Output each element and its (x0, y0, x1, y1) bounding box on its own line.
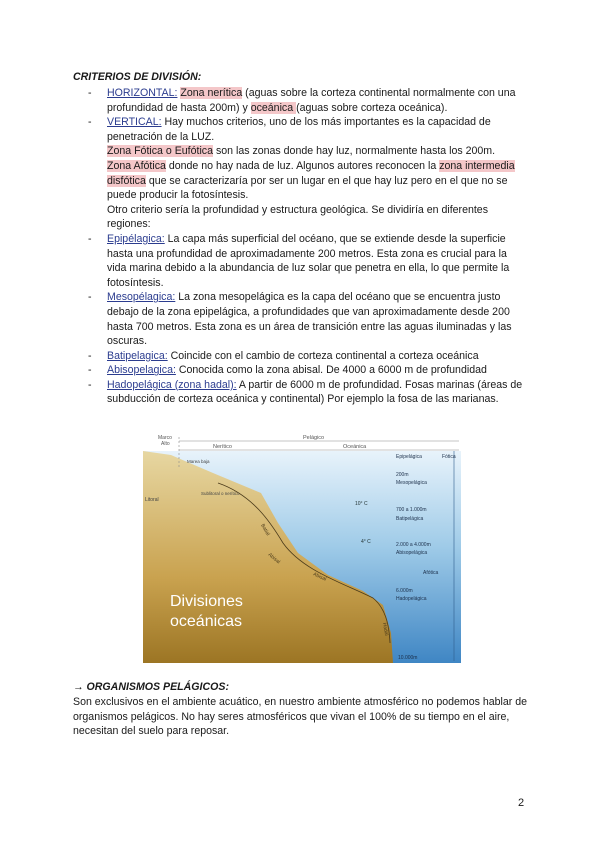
highlight-oceanica: oceánica (250, 101, 297, 114)
label-afotica: Afótica (423, 570, 439, 576)
list-item-abisopelagica (88, 363, 528, 378)
label-marco: Marco (158, 435, 172, 441)
figure-title-line2: oceánicas (170, 613, 243, 630)
label-batial: Batial (259, 523, 271, 537)
label-abisopelagica: Abisopelágica (396, 550, 428, 556)
batipelagica-link[interactable]: Batipelagica: (107, 349, 168, 362)
page-number: 2 (518, 797, 525, 809)
label-abisal: Abisal (266, 551, 282, 566)
highlight-zona-neritica: Zona nerítica (180, 87, 243, 99)
highlight-fotica: Zona Fótica o Eufótica (107, 145, 213, 158)
highlight-afotica: Zona Afótica (107, 159, 166, 172)
label-10c: 10° C (355, 501, 368, 507)
label-200m: 200m (396, 472, 409, 478)
list-item-epipelagica (88, 232, 528, 290)
label-mesopelagica: Mesopelágica (396, 480, 427, 486)
abisopelagica-text: Conocida como la zona abisal. De 4000 a 6000 m de profundidad (175, 364, 487, 377)
section-title: CRITERIOS DE DIVISIÓN: (73, 71, 202, 83)
hadopelagica-text: A partir de 6000 m de profundidad. Fosas marinas (áreas de subducción de corteza oceánica y continental) Por ejemplo la fosa de las marianas. (107, 378, 523, 406)
abisopelagica-link[interactable]: Abisopelagica: (107, 364, 176, 377)
ocean-divisions-figure (143, 433, 461, 663)
mesopelagica-text: La zona mesopelágica es la capa del océano que se encuentra justo debajo de la zona epipelágica, a profundidades que van aproximadamente desde 200 hasta 700 metros. Esta zona es un área de transición entre las aguas iluminadas y las oscuras. (107, 291, 512, 348)
label-litoral: Litoral (145, 497, 159, 503)
label-batipelagica: Batipelágica (396, 516, 424, 522)
label-abisal-2: Abisal (312, 571, 328, 583)
label-epipelagica: Epipelágica (396, 454, 422, 460)
label-6000m: 6.000m (396, 588, 413, 594)
organismos-title: → ORGANISMOS PELÁGICOS: (73, 681, 229, 693)
label-marea-baja: Marea baja (187, 459, 210, 464)
afotica-text: donde no hay nada de luz. Algunos autores reconocen la (165, 159, 440, 172)
epipelagica-link[interactable]: Epipélagica: (107, 232, 165, 245)
list-item-horizontal (88, 86, 528, 115)
disfotica-text: que se caracterizaría por ser un lugar en el que hay luz pero en el que no se puede producir la fotosíntesis. (107, 174, 508, 202)
label-700m: 700 a 1.000m (396, 507, 427, 513)
organismos-body: Son exclusivos en el ambiente acuático, en nuestro ambiente atmosférico no podemos hablar de organismos pelágicos. No hay seres atmosféricos que vivan el 100% de su tiempo en el aire, necesitan del suelo para reposar. (73, 696, 528, 738)
label-10000m: 10.000m (398, 655, 418, 661)
label-4c: 4° C (361, 539, 371, 545)
label-2000m: 2.000 a 4.000m (396, 542, 431, 548)
figure-title-line1: Divisiones (170, 593, 243, 610)
vertical-link[interactable]: VERTICAL: (107, 116, 162, 129)
list-item-vertical (88, 115, 528, 232)
label-sublitoral: Sublitoral o nerítico (201, 491, 240, 496)
mesopelagica-link[interactable]: Mesopélagica: (107, 291, 176, 304)
list-item-hadopelagica (88, 378, 528, 407)
label-hadal: Hadal (381, 622, 390, 637)
horizontal-link[interactable]: HORIZONTAL: (107, 87, 178, 99)
highlight-disfotica: zona intermedia disfótica (107, 159, 515, 187)
horizontal-text1: (aguas sobre la corteza continental normalmente con una profundidad de hasta 200m) y (107, 87, 516, 114)
otro-criterio: Otro criterio sería la profundidad y estructura geológica. Se dividiría en diferentes regiones: (107, 203, 488, 231)
horizontal-text2: (aguas sobre corteza oceánica). (296, 101, 448, 114)
list-item-mesopelagica (88, 290, 528, 348)
criteria-list (88, 86, 528, 407)
epipelagica-text: La capa más superficial del océano, que se extiende desde la superficie hasta una profundidad de aproximadamente 200 metros. Esta zona es crucial para la vida marina debido a la abundancia de luz solar que penetra en ella, lo que permite la fotosíntesis. (107, 232, 510, 289)
hadopelagica-link[interactable]: Hadopelágica (zona hadal): (107, 378, 237, 391)
vertical-text: Hay muchos criterios, uno de los más importantes es la capacidad de penetración de la LUZ. (107, 116, 491, 143)
label-pelagico: Pelágico (303, 435, 325, 441)
label-fotica: Fótica (442, 454, 456, 460)
fotica-text: son las zonas donde hay luz, normalmente hasta los 200m. (213, 145, 496, 158)
batipelagica-text: Coincide con el cambio de corteza continental a corteza oceánica (167, 349, 479, 362)
label-neritico: Nerítico (213, 444, 232, 450)
label-alto: Alto (161, 441, 170, 447)
label-oceanica: Oceánica (343, 444, 367, 450)
list-item-batipelagica (88, 349, 528, 364)
label-hadopelagica: Hadopelágica (396, 596, 427, 602)
